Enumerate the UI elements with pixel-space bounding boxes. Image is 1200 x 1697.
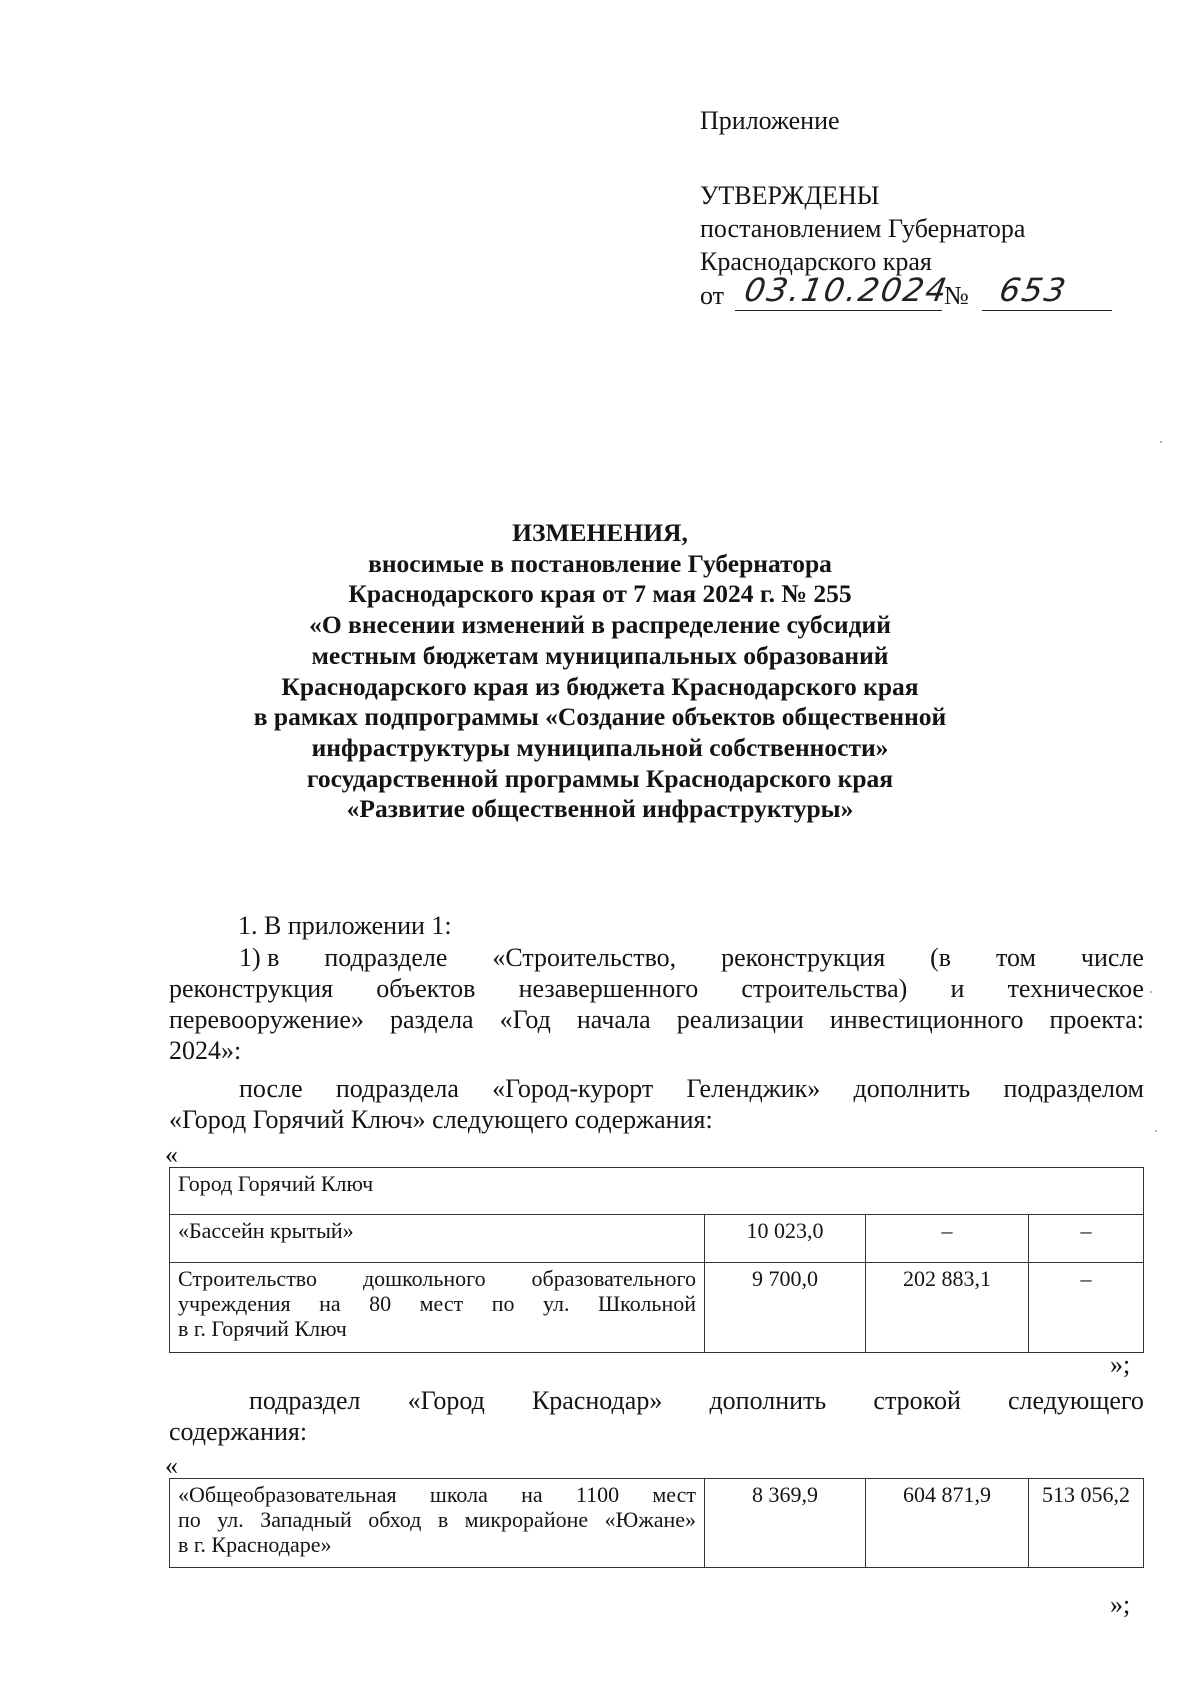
subsidy-table-goryachiy-klyuch: [169, 1167, 1144, 1353]
subsidy-table-krasnodar: [169, 1478, 1144, 1568]
open-quote-1: «: [165, 1140, 178, 1169]
subitem-1-line-3: [169, 1004, 1144, 1035]
word: и: [950, 974, 965, 1003]
close-quote-1: »;: [1110, 1350, 1131, 1379]
scan-speck: [1155, 1130, 1157, 1132]
subitem-1-paragraph: [169, 942, 1144, 1066]
word: «Город: [407, 1386, 485, 1415]
after-line-2: «Город Горячий Ключ» следующего содержания:: [169, 1105, 713, 1134]
word: «Год: [499, 1005, 551, 1034]
date-prefix: от: [700, 281, 725, 310]
close-quote-2: »;: [1110, 1590, 1131, 1619]
after-line-1: [169, 1073, 1144, 1104]
value-cell-2: 604 871,9: [866, 1479, 1029, 1568]
word: Геленджик»: [686, 1074, 821, 1103]
table-section-row: [170, 1168, 1144, 1215]
word: Краснодар»: [531, 1386, 663, 1415]
word: перевооружение»: [169, 1005, 364, 1034]
title-line: «О внесении изменений в распределение субсидий: [309, 610, 891, 640]
handwritten-date: 03.10.2024: [741, 271, 952, 309]
krasnodar-line-1: [169, 1385, 1144, 1416]
subitem-1-line-2: [169, 973, 1144, 1004]
item-1-heading: 1. В приложении 1:: [238, 911, 452, 940]
object-name-line: в г. Горячий Ключ: [178, 1316, 347, 1341]
value-cell-3: 513 056,2: [1029, 1479, 1144, 1568]
word: «Город-курорт: [492, 1074, 654, 1103]
title-line: в рамках подпрограммы «Создание объектов общественной: [253, 702, 947, 732]
table-row: [170, 1263, 1144, 1353]
section-header-cell: Город Горячий Ключ: [170, 1168, 1144, 1215]
title-heading: ИЗМЕНЕНИЯ,: [512, 518, 688, 547]
word: «Строительство,: [492, 943, 677, 972]
object-name-line: Строительство дошкольного образовательного: [178, 1266, 696, 1291]
title-line: Краснодарского края от 7 мая 2024 г. № 255: [348, 579, 852, 609]
word: объектов: [376, 974, 476, 1003]
value-cell-1: 8 369,9: [705, 1479, 866, 1568]
krasnodar-paragraph: [169, 1385, 1144, 1447]
handwritten-number: 653: [996, 271, 1071, 309]
scan-speck: [1160, 441, 1162, 443]
object-name-cell: [170, 1263, 705, 1353]
word: (в: [930, 943, 952, 972]
word: реконструкция: [721, 943, 886, 972]
word: строительства): [741, 974, 908, 1003]
title-line: «Развитие общественной инфраструктуры»: [346, 794, 854, 824]
word: реализации: [676, 1005, 804, 1034]
scan-speck: [1150, 991, 1152, 993]
word: незавершенного: [518, 974, 699, 1003]
value-cell-2: 202 883,1: [866, 1263, 1029, 1353]
word: строкой: [873, 1386, 961, 1415]
document-title: [150, 518, 1050, 825]
word: подразделом: [1003, 1074, 1144, 1103]
word: проекта:: [1049, 1005, 1144, 1034]
table-row: [170, 1215, 1144, 1263]
value-cell-3: –: [1029, 1215, 1144, 1263]
title-line: инфраструктуры муниципальной собственности»: [311, 732, 889, 762]
word: 1) в: [239, 943, 280, 972]
word: дополнить: [853, 1074, 971, 1103]
krasnodar-line-2: содержания:: [169, 1417, 308, 1446]
table-row: [170, 1479, 1144, 1568]
after-paragraph: [169, 1073, 1144, 1135]
word: начала: [576, 1005, 651, 1034]
number-sign: №: [944, 281, 969, 310]
title-line: вносимые в постановление Губернатора: [368, 548, 832, 578]
title-line: местным бюджетам муниципальных образований: [311, 640, 889, 670]
object-name-cell: «Бассейн крытый»: [170, 1215, 705, 1263]
word: инвестиционного: [829, 1005, 1024, 1034]
subitem-1-line-4: 2024»:: [169, 1036, 242, 1065]
object-name-cell: [170, 1479, 705, 1568]
object-name-line: учреждения на 80 мест по ул. Школьной: [178, 1291, 696, 1316]
object-name-line: по ул. Западный обход в микрорайоне «Южане»: [178, 1507, 696, 1532]
value-cell-3: –: [1029, 1263, 1144, 1353]
word: подраздела: [335, 1074, 459, 1103]
approved-by-line-2: Краснодарского края: [700, 247, 932, 276]
word: дополнить: [709, 1386, 827, 1415]
open-quote-2: «: [165, 1451, 178, 1480]
word: подраздел: [249, 1386, 361, 1415]
word: реконструкция: [169, 974, 334, 1003]
date-underline: [735, 310, 942, 311]
appendix-label: Приложение: [700, 106, 840, 135]
value-cell-1: 10 023,0: [705, 1215, 866, 1263]
word: том: [995, 943, 1036, 972]
object-name-line: «Общеобразовательная школа на 1100 мест: [178, 1482, 696, 1507]
value-cell-2: –: [866, 1215, 1029, 1263]
approved-by-line-1: постановлением Губернатора: [700, 214, 1026, 243]
title-line: государственной программы Краснодарского края: [306, 763, 894, 793]
word: раздела: [389, 1005, 474, 1034]
word: числе: [1080, 943, 1144, 972]
word: техническое: [1007, 974, 1144, 1003]
number-underline: [982, 310, 1112, 311]
word: после: [239, 1074, 303, 1103]
value-cell-1: 9 700,0: [705, 1263, 866, 1353]
object-name-line: в г. Краснодаре»: [178, 1532, 332, 1557]
subitem-1-line-1: [169, 942, 1144, 973]
word: следующего: [1007, 1386, 1144, 1415]
approved-label: УТВЕРЖДЕНЫ: [700, 181, 880, 210]
word: подразделе: [324, 943, 448, 972]
title-line: Краснодарского края из бюджета Краснодарского края: [281, 671, 919, 701]
